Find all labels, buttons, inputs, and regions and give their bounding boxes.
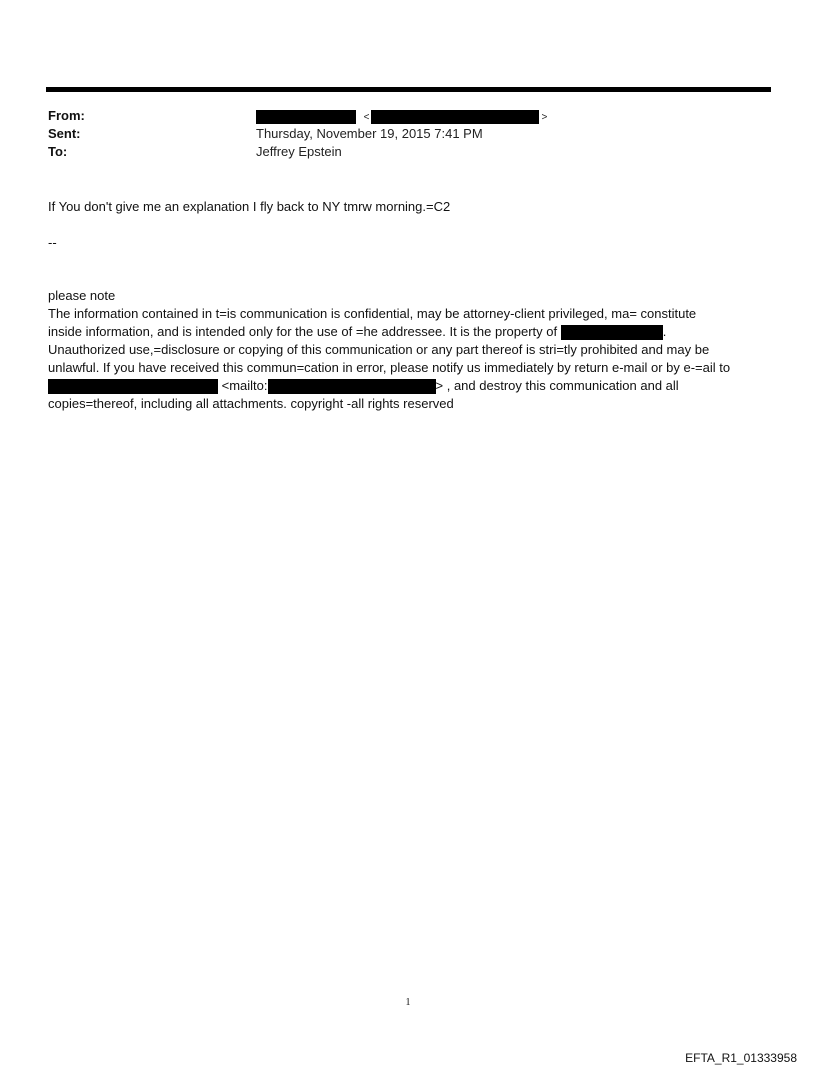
header-rule bbox=[46, 87, 771, 92]
from-gt: > bbox=[541, 112, 548, 123]
signature-separator: -- bbox=[48, 235, 57, 250]
confidentiality-disclaimer bbox=[48, 287, 768, 413]
disclaimer-line bbox=[48, 323, 768, 341]
redaction-box bbox=[48, 379, 218, 394]
disclaimer-text: inside information, and is intended only for the use of =he addressee. It is the property of bbox=[48, 324, 558, 339]
sent-label: Sent: bbox=[48, 126, 81, 141]
message-body: If You don't give me an explanation I fly back to NY tmrw morning.=C2 bbox=[48, 199, 451, 214]
to-value: Jeffrey Epstein bbox=[256, 144, 342, 159]
from-value bbox=[256, 108, 547, 126]
redaction-box bbox=[561, 325, 663, 340]
redaction-box bbox=[268, 379, 436, 394]
disclaimer-text: . bbox=[662, 324, 667, 339]
disclaimer-line: copies=thereof, including all attachments. copyright -all rights reserved bbox=[48, 396, 454, 411]
disclaimer-text: <mailto: bbox=[221, 378, 268, 393]
disclaimer-text: > , and destroy this communication and all bbox=[435, 378, 679, 393]
disclaimer-line bbox=[48, 377, 768, 395]
disclaimer-line: Unauthorized use,=disclosure or copying of this communication or any part thereof is stri=tly prohibited and may be bbox=[48, 342, 710, 357]
disclaimer-line: The information contained in t=is communication is confidential, may be attorney-client privileged, ma= constitute bbox=[48, 306, 697, 321]
from-label: From: bbox=[48, 108, 85, 123]
from-lt: < bbox=[363, 112, 370, 123]
disclaimer-line: unlawful. If you have received this commun=cation in error, please notify us immediately by return e-mail or by e-=ail to bbox=[48, 360, 731, 375]
redaction-box bbox=[371, 110, 539, 124]
document-id: EFTA_R1_01333958 bbox=[685, 1051, 797, 1065]
disclaimer-line: please note bbox=[48, 288, 116, 303]
page-number: 1 bbox=[405, 997, 411, 1008]
sent-value: Thursday, November 19, 2015 7:41 PM bbox=[256, 126, 483, 141]
to-label: To: bbox=[48, 144, 68, 159]
redaction-box bbox=[256, 110, 356, 124]
